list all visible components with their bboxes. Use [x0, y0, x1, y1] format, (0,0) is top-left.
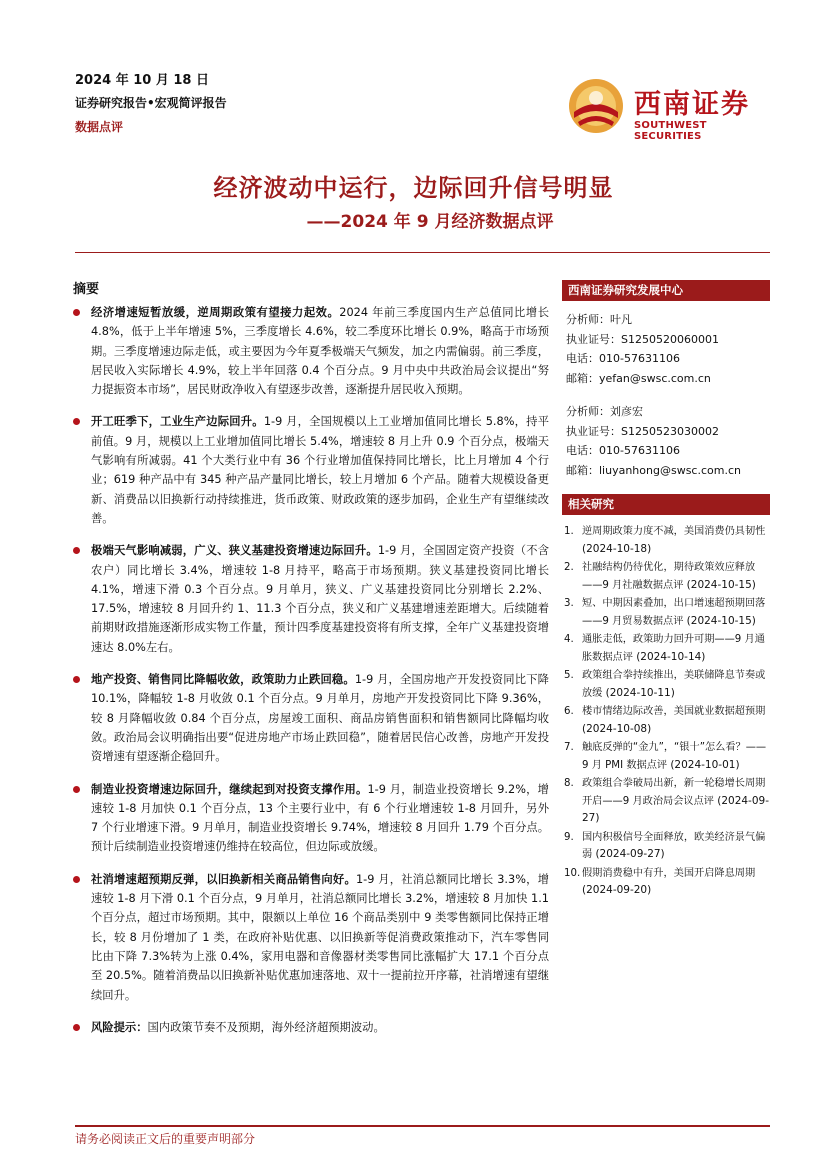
abstract-paragraph [73, 303, 549, 399]
related-item[interactable] [562, 595, 770, 630]
abstract-heading: 摘要 [73, 282, 100, 297]
related-item[interactable] [562, 523, 770, 558]
item-number: 6. [564, 706, 574, 717]
paragraph-lead: 极端天气影响减弱，广义、狭义基建投资增速边际回升。 [91, 544, 378, 558]
item-date: (2024-10-18) [582, 542, 652, 555]
item-date: (2024-10-11) [605, 686, 675, 699]
bullet-icon [73, 1024, 80, 1031]
item-title: 政策组合拳持续推出，美联储降息节奏或放缓 [582, 670, 766, 699]
analyst-license: 执业证号：S1250520060001 [566, 332, 719, 346]
paragraph-body: 1-9 月，全国固定资产投资（不含农户）同比增长 3.4%，增速较 1-8 月持平，略高于市场预期。狭义基建投资同比增长 4.1%，增速下滑 0.3 个百分点。9 月单月，狭义、广义基建投资同比分别增长 2.2%、17.5%，增速较 8 月回升约 1、11.3 个百分点，狭义和广义基建增速差距增大。后续随着前期财政措施逐渐形成实物工作量，预计四季度基建投资将有所支撑，全年广义基建投资增速达 8.0%左右。 [91, 544, 549, 654]
sun-logo-icon [568, 78, 624, 134]
report-subtitle: ——2024 年 9 月经济数据点评 [306, 212, 554, 232]
item-title: 触底反弹的“金九”，“银十”怎么看？——9 月 PMI 数据点评 [582, 742, 767, 771]
bullet-icon [73, 876, 80, 883]
item-title: 政策组合拳破局出新，新一轮稳增长周期开启——9 月政治局会议点评 [582, 778, 766, 807]
brand-name-cn: 西南证券 [634, 89, 750, 120]
abstract-paragraph [73, 780, 549, 857]
analyst-phone: 电话：010-57631106 [566, 444, 680, 457]
report-title: 经济波动中运行，边际回升信号明显 [213, 174, 614, 202]
paragraph-body: 2024 年前三季度国内生产总值同比增长 4.8%，低于上半年增速 5%，三季度增长 4.6%，较二季度环比增长 0.9%，略高于市场预期。三季度增速边际走低，或主要因为今年夏季极端天气频发，加之内需偏弱。前三季度，居民收入实际增长 4.9%，较上半年回落 0.4 个百分点。9 月中央中共政治局会议提出“努力提振资本市场”，居民财政净收入有望逐步改善，逐渐提升居民收入预期。 [91, 306, 549, 397]
related-item[interactable] [562, 559, 770, 594]
related-item[interactable] [562, 775, 770, 828]
item-number: 9. [564, 831, 574, 843]
bullet-icon [73, 676, 80, 683]
report-type: 证券研究报告•宏观简评报告 [75, 96, 227, 110]
report-date: 2024 年 10 月 18 日 [75, 73, 209, 88]
paragraph-body: 1-9 月，全国房地产开发投资同比下降 10.1%，降幅较 1-8 月收敛 0.1 个百分点。9 月单月，房地产开发投资同比下降 9.36%，较 8 月降幅收敛 0.84 个百分点，房屋竣工面积、商品房销售面积和销售额同比降幅均收敛。政治局会议明确指出要“促进房地产市场止跌回稳”，随着居民信心改善，房地产开发投资增速有望逐渐企稳回升。 [91, 673, 549, 764]
item-date: (2024-10-08) [582, 722, 652, 735]
related-item[interactable] [562, 667, 770, 702]
sidebar [562, 280, 770, 901]
item-number: 4. [564, 634, 574, 645]
paragraph-lead: 开工旺季下，工业生产边际回升。 [91, 415, 264, 429]
related-research [562, 494, 770, 900]
item-number: 1. [564, 526, 574, 537]
abstract-paragraph [73, 541, 549, 657]
bottom-divider [75, 1125, 770, 1127]
brand-name-en: SOUTHWEST SECURITIES [634, 120, 707, 142]
item-title: 楼市情绪边际改善，美国就业数据超预期 [582, 706, 766, 717]
related-item[interactable] [562, 703, 770, 738]
item-date: (2024-10-01) [670, 758, 740, 771]
item-number: 10. [564, 867, 581, 879]
item-date: (2024-10-15) [686, 578, 756, 591]
item-number: 3. [564, 598, 574, 609]
report-category: 数据点评 [75, 120, 124, 134]
paragraph-body: 1-9 月，社消总额同比增长 3.3%，增速较 1-8 月下滑 0.1 个百分点，9 月单月，社消总额同比增长 3.2%，增速较 8 月加快 1.1 个百分点，超过市场预期。其中，限额以上单位 16 个商品类别中 9 类零售额同比保持正增长，较 8 月份增加了 1 类，在政府补贴优惠、以旧换新等促消费政策推动下，汽车零售同比由下降 7.3%转为上涨 0.4%，家用电器和音像器材类零售同比涨幅扩大 17.1 个百分点至 20.5%。随着消费品以旧换新补贴优惠加速落地、双十一提前拉开序幕，社消增速有望继续回升。 [91, 872, 549, 1002]
research-center-label: 西南证券研究发展中心 [562, 280, 770, 301]
item-date: (2024-09-27) [595, 848, 665, 860]
abstract-paragraph [73, 670, 549, 766]
bullet-icon [73, 309, 80, 316]
item-number: 5. [564, 670, 574, 681]
analyst-email[interactable]: 邮箱：yefan@swsc.com.cn [566, 371, 711, 385]
analyst-card [562, 402, 770, 480]
item-title: 逆周期政策力度不减，美国消费仍具韧性 [582, 526, 766, 537]
item-title: 国内积极信号全面释放，欧美经济景气偏弱 [582, 831, 766, 860]
brand-logo [568, 78, 768, 142]
item-date: (2024-10-14) [636, 650, 706, 663]
analyst-phone: 电话：010-57631106 [566, 352, 680, 365]
report-header [75, 72, 227, 136]
item-number: 2. [564, 562, 574, 573]
item-title: 假期消费稳中有升，美国开启降息周期 [582, 867, 756, 879]
bullet-icon [73, 786, 80, 793]
paragraph-lead: 经济增速短暂放缓，逆周期政策有望接力起效。 [91, 306, 340, 319]
paragraph-body: 国内政策节奏不及预期，海外经济超预期波动。 [147, 1020, 385, 1034]
risk-warning [73, 1018, 549, 1037]
item-date: (2024-09-20) [582, 884, 652, 896]
related-list [562, 523, 770, 900]
related-item[interactable] [562, 865, 770, 900]
item-title: 社融结构仍待优化，期待政策效应释放——9 月社融数据点评 [582, 562, 756, 591]
item-number: 8. [564, 778, 574, 789]
analyst-license: 执业证号：S1250523030002 [566, 424, 719, 438]
abstract-section [73, 278, 549, 1050]
paragraph-lead: 社消增速超预期反弹，以旧换新相关商品销售向好。 [91, 872, 356, 886]
analyst-email[interactable]: 邮箱：liuyanhong@swsc.com.cn [566, 463, 741, 477]
related-research-label: 相关研究 [562, 494, 770, 515]
item-date: (2024-10-15) [686, 614, 756, 627]
related-item[interactable] [562, 631, 770, 666]
analyst-name: 分析师：叶凡 [566, 313, 632, 326]
related-item[interactable] [562, 739, 770, 774]
item-number: 7. [564, 742, 574, 753]
analyst-card [562, 310, 770, 388]
paragraph-lead: 地产投资、销售同比降幅收敛，政策助力止跌回稳。 [91, 673, 355, 687]
top-divider [75, 252, 770, 253]
paragraph-body: 1-9 月，全国规模以上工业增加值同比增长 5.8%，持平前值。9 月，规模以上工业增加值同比增长 5.4%，增速较 8 月上升 0.9 个百分点，极端天气影响有所减弱。41 个大类行业中有 36 个行业增加值保持同比增长，比上月增加 4 个行业；619 种产品中有 345 种产品产量同比增长，较上月增加 6 个产品。随着大规模设备更新、消费品以旧换新行动持续推进，货币政策、财政政策的逐步加码，企业生产有望继续改善。 [91, 415, 549, 525]
item-date: (2024-09-27) [582, 794, 769, 824]
paragraph-lead: 风险提示： [91, 1020, 148, 1034]
footer-notice: 请务必阅读正文后的重要声明部分 [75, 1132, 256, 1146]
item-title: 通胀走低，政策助力回升可期——9 月通胀数据点评 [582, 634, 765, 663]
item-title: 短、中期因素叠加，出口增速超预期回落——9 月贸易数据点评 [582, 598, 766, 627]
bullet-icon [73, 418, 80, 425]
related-item[interactable] [562, 829, 770, 864]
bullet-icon [73, 547, 80, 554]
analyst-name: 分析师：刘彦宏 [566, 405, 643, 418]
paragraph-body: 1-9 月，制造业投资增长 9.2%，增速较 1-8 月加快 0.1 个百分点，13 个主要行业中，有 6 个行业增速较 1-8 月回升，另外 7 个行业增速下滑。9 月单月，制造业投资增长 9.74%，增速较 8 月回升 1.79 个百分点。预计后续制造业投资增速仍维持在较高位，但边际或放缓。 [91, 782, 549, 854]
paragraph-lead: 制造业投资增速边际回升，继续起到对投资支撑作用。 [91, 782, 368, 796]
abstract-paragraph [73, 412, 549, 528]
abstract-paragraph [73, 870, 549, 1005]
